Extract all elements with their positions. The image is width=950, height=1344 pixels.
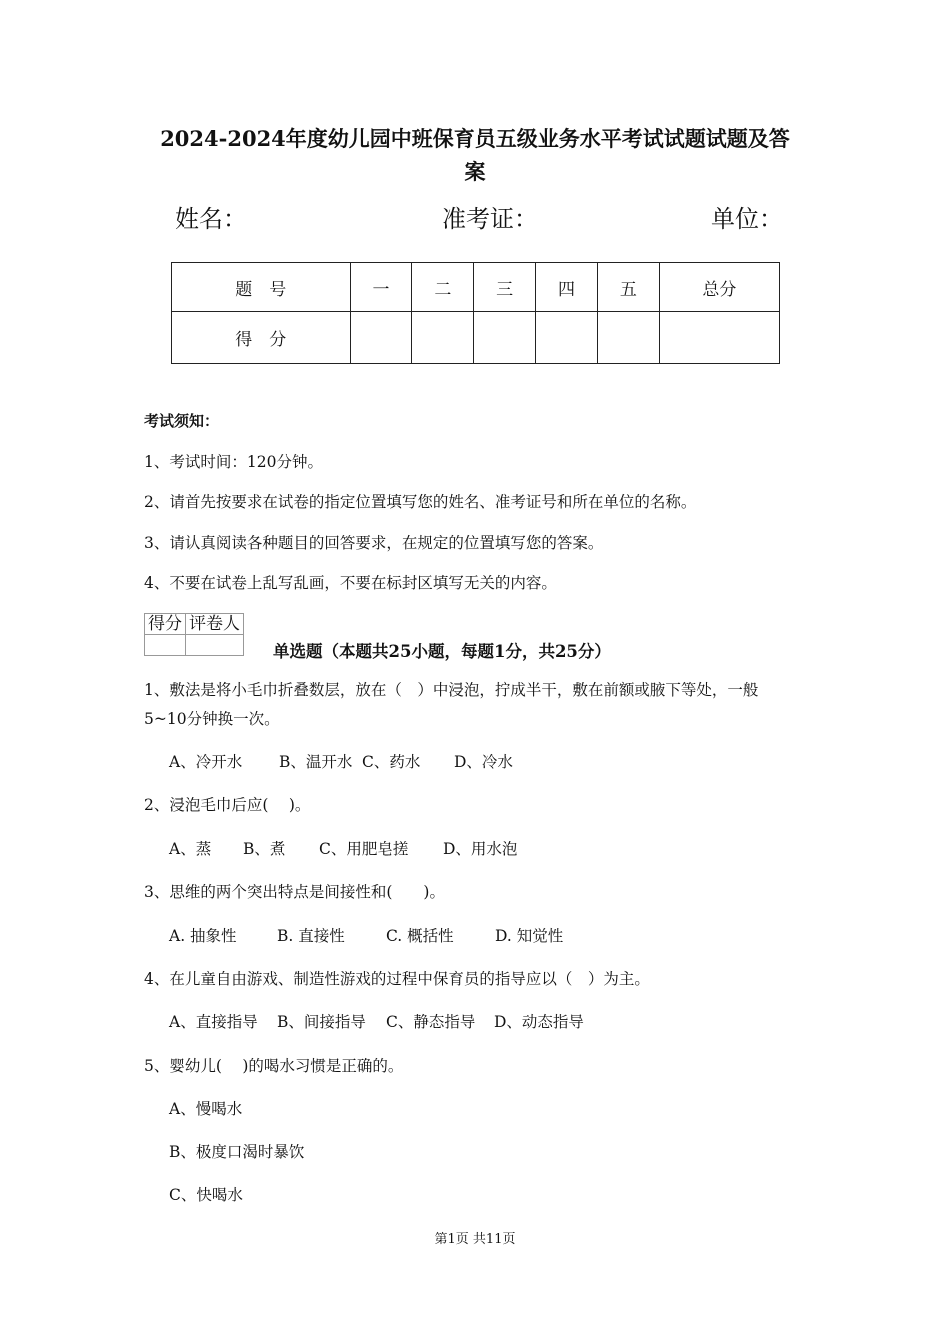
- question-4-options: [169, 1011, 584, 1033]
- option[interactable]: B、间接指导: [277, 1013, 366, 1031]
- question-1-stem-cont: 5~10分钟换一次。: [144, 710, 280, 728]
- option[interactable]: A. 抽象性: [169, 927, 237, 945]
- question-3-stem: 3、思维的两个突出特点是间接性和( )。: [144, 883, 445, 901]
- option[interactable]: A、慢喝水: [169, 1100, 243, 1118]
- section-heading: 单选题（本题共25小题，每题1分，共25分）: [273, 642, 611, 661]
- option[interactable]: C、药水: [362, 753, 421, 771]
- score-table-cell: 二: [412, 263, 474, 312]
- option[interactable]: B、温开水: [279, 753, 353, 771]
- score-table-cell: 五: [597, 263, 659, 312]
- option[interactable]: A、直接指导: [169, 1013, 258, 1031]
- score-input-cell[interactable]: [412, 312, 474, 364]
- option[interactable]: A、冷开水: [169, 753, 243, 771]
- notice-heading: 考试须知：: [144, 412, 220, 430]
- score-table-cell: 总分: [659, 263, 779, 312]
- score-input-cell[interactable]: [597, 312, 659, 364]
- title-line-1: 2024-2024年度幼儿园中班保育员五级业务水平考试试题试题及答: [160, 126, 790, 151]
- question-1-options: [169, 751, 513, 773]
- score-table-header-row: [172, 263, 780, 312]
- question-4-stem: 4、在儿童自由游戏、制造性游戏的过程中保育员的指导应以（ ）为主。: [144, 970, 650, 988]
- question-3-options: [169, 925, 563, 947]
- score-table-cell: 三: [474, 263, 536, 312]
- exam-number-label: 准考证：: [442, 205, 538, 233]
- option[interactable]: B. 直接性: [277, 927, 345, 945]
- option[interactable]: B、极度口渴时暴饮: [169, 1143, 305, 1161]
- option[interactable]: C. 概括性: [386, 927, 454, 945]
- name-label: 姓名：: [175, 205, 247, 233]
- option[interactable]: C、用肥皂搓: [319, 840, 409, 858]
- option[interactable]: D、冷水: [454, 753, 513, 771]
- option[interactable]: D、用水泡: [443, 840, 518, 858]
- notice-item: 4、不要在试卷上乱写乱画，不要在标封区填写无关的内容。: [144, 574, 557, 592]
- question-1-stem: 1、敷法是将小毛巾折叠数层，放在（ ）中浸泡，拧成半干，敷在前额或腋下等处，一般: [144, 681, 759, 699]
- unit-label: 单位：: [711, 205, 783, 233]
- score-table-score-row: [172, 312, 780, 364]
- score-table: [171, 262, 780, 364]
- title-line-2: 案: [464, 159, 486, 184]
- option[interactable]: B、煮: [243, 840, 286, 858]
- grader-name-cell[interactable]: [186, 635, 244, 656]
- option[interactable]: A、蒸: [169, 840, 212, 858]
- grader-name-label: 评卷人: [186, 614, 244, 635]
- option[interactable]: C、静态指导: [386, 1013, 476, 1031]
- grader-box: [144, 613, 244, 656]
- score-table-cell: 四: [536, 263, 598, 312]
- grader-score-cell[interactable]: [145, 635, 186, 656]
- grader-score-label: 得分: [145, 614, 186, 635]
- score-input-cell[interactable]: [536, 312, 598, 364]
- notice-item: 3、请认真阅读各种题目的回答要求，在规定的位置填写您的答案。: [144, 534, 604, 552]
- notice-item: 2、请首先按要求在试卷的指定位置填写您的姓名、准考证号和所在单位的名称。: [144, 493, 697, 511]
- score-input-cell[interactable]: [659, 312, 779, 364]
- notice-item: 1、考试时间：120分钟。: [144, 453, 323, 471]
- score-table-cell: 一: [350, 263, 412, 312]
- page-footer: 第1页 共11页: [434, 1232, 516, 1247]
- document-title: [120, 122, 830, 188]
- question-5-stem: 5、婴幼儿( )的喝水习惯是正确的。: [144, 1057, 404, 1075]
- score-input-cell[interactable]: [350, 312, 412, 364]
- option[interactable]: C、快喝水: [169, 1186, 243, 1204]
- option[interactable]: D. 知觉性: [495, 927, 564, 945]
- score-input-cell[interactable]: [474, 312, 536, 364]
- score-table-cell: 题 号: [172, 263, 351, 312]
- score-row-label: 得 分: [172, 312, 351, 364]
- option[interactable]: D、动态指导: [494, 1013, 584, 1031]
- question-2-stem: 2、浸泡毛巾后应( )。: [144, 796, 311, 814]
- question-2-options: [169, 838, 517, 860]
